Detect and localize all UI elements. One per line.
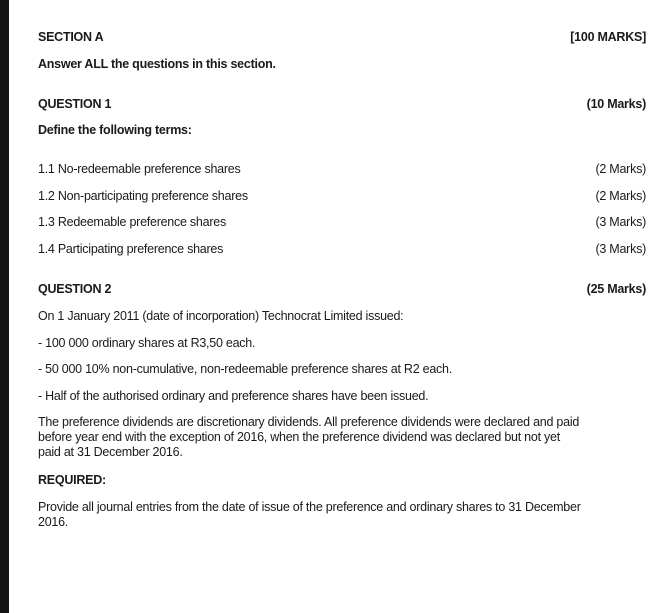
section-header [38,30,646,44]
item-label: 1.4 Participating preference shares [38,242,224,256]
section-title: SECTION A [38,30,104,44]
required-paragraph: Provide all journal entries from the date of issue of the preference and ordinary shares to 31 December 2016. [38,500,581,529]
question2-bullet: - 50 000 10% non-cumulative, non-redeemable preference shares at R2 each. [38,362,452,376]
section-marks: [100 MARKS] [570,30,646,44]
item-marks: (3 Marks) [595,242,646,256]
item-label: 1.2 Non-participating preference shares [38,189,248,203]
question2-bullet: - 100 000 ordinary shares at R3,50 each. [38,336,256,350]
question1-item [38,242,646,256]
question2-header [38,282,646,296]
question2-bullet: - Half of the authorised ordinary and preference shares have been issued. [38,389,429,403]
item-label: 1.3 Redeemable preference shares [38,215,226,229]
item-marks: (2 Marks) [595,189,646,203]
question1-title: QUESTION 1 [38,97,112,111]
question2-intro: On 1 January 2011 (date of incorporation) Technocrat Limited issued: [38,309,404,323]
item-marks: (2 Marks) [595,162,646,176]
question1-item [38,215,646,229]
item-label: 1.1 No-redeemable preference shares [38,162,241,176]
question1-header [38,97,646,111]
question2-marks: (25 Marks) [586,282,646,296]
question1-marks: (10 Marks) [586,97,646,111]
exam-page [38,0,646,613]
required-heading: REQUIRED: [38,473,106,487]
section-instruction: Answer ALL the questions in this section. [38,57,276,71]
dividends-paragraph: The preference dividends are discretionary dividends. All preference dividends were declared and paid before year end with the exception of 2016, when the preference dividend was declared but not yet paid at 31 December 2016. [38,415,580,459]
question1-item [38,162,646,176]
left-edge-border [0,0,9,613]
item-marks: (3 Marks) [595,215,646,229]
question1-prompt: Define the following terms: [38,123,192,137]
question2-title: QUESTION 2 [38,282,112,296]
question1-item [38,189,646,203]
